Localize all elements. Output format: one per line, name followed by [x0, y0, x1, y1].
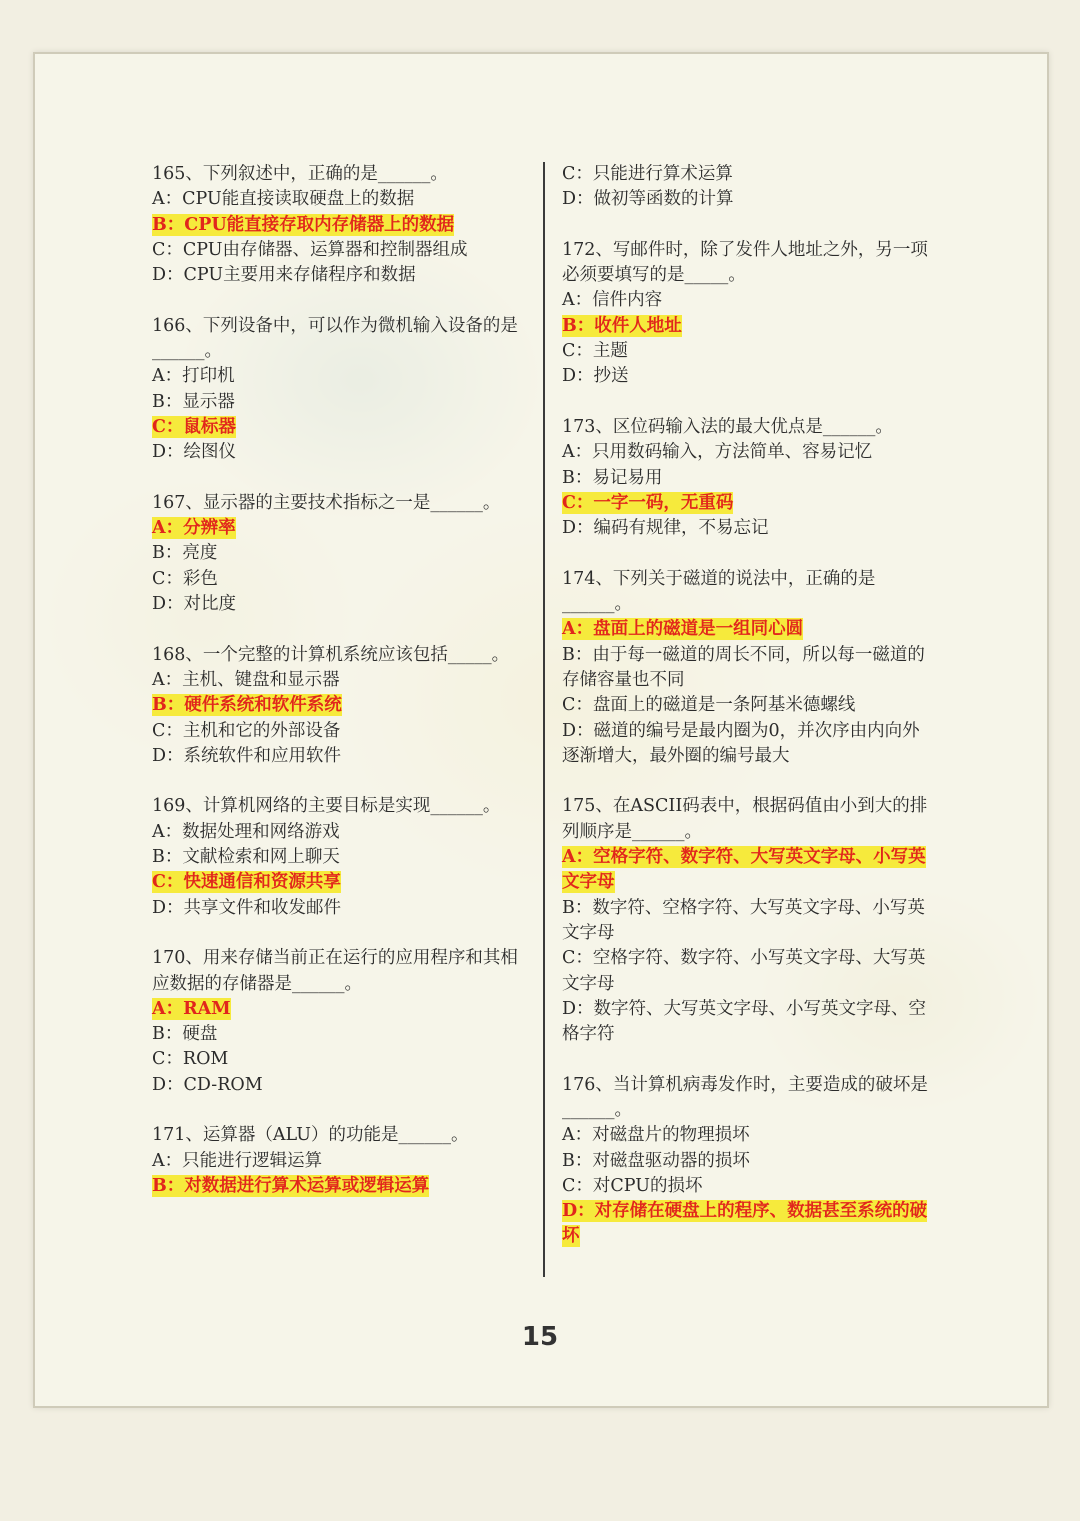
answer-option: C：空格字符、数字符、小写英文字母、大写英文字母 — [562, 948, 926, 994]
question-block — [562, 1073, 937, 1250]
answer-option: C：主题 — [562, 341, 628, 362]
answer-option: B：文献检索和网上聊天 — [152, 847, 340, 868]
answer-highlight: A：空格字符、数字符、大写英文字母、小写英文字母 — [562, 847, 926, 893]
answer-option: A：主机、键盘和显示器 — [152, 669, 340, 690]
column-divider — [543, 162, 545, 1277]
question-block — [152, 643, 522, 769]
answer-option: D：CPU主要用来存储程序和数据 — [152, 265, 416, 286]
answer-option: C：对CPU的损坏 — [562, 1175, 703, 1196]
answer-highlight: B：CPU能直接存取内存储器上的数据 — [152, 214, 455, 235]
answer-highlight: A：RAM — [152, 998, 231, 1019]
answer-option: A：数据处理和网络游戏 — [152, 821, 340, 842]
correct-answer-option — [562, 314, 937, 339]
answer-option: C：CPU由存储器、运算器和控制器组成 — [152, 239, 468, 260]
answer-option: D：磁道的编号是最内圈为0，并次序由内向外逐渐增大，最外圈的编号最大 — [562, 720, 920, 766]
correct-answer-option — [152, 1174, 522, 1199]
answer-highlight: C：鼠标器 — [152, 416, 236, 437]
answer-highlight: B：硬件系统和软件系统 — [152, 695, 342, 716]
answer-option: A：打印机 — [152, 366, 235, 387]
answer-option: D：CD-ROM — [152, 1074, 263, 1095]
answer-highlight: A：盘面上的磁道是一组同心圆 — [562, 619, 804, 640]
answer-highlight: B：对数据进行算术运算或逻辑运算 — [152, 1175, 430, 1196]
answer-option: B：亮度 — [152, 543, 218, 564]
question-text: 170、用来存储当前正在运行的应用程序和其相应数据的存储器是______。 — [152, 948, 518, 994]
answer-option: A：对磁盘片的物理损坏 — [562, 1125, 750, 1146]
answer-option: A：只用数码输入，方法简单、容易记忆 — [562, 442, 873, 463]
question-block — [152, 794, 522, 920]
left-column — [152, 162, 522, 1199]
right-column — [562, 162, 937, 1250]
answer-highlight: C：快速通信和资源共享 — [152, 872, 341, 893]
answer-option: D：抄送 — [562, 366, 629, 387]
answer-option: A：只能进行逻辑运算 — [152, 1150, 323, 1171]
correct-answer-option — [152, 997, 522, 1022]
question-text: 176、当计算机病毒发作时，主要造成的破坏是______。 — [562, 1074, 928, 1120]
answer-option: D：共享文件和收发邮件 — [152, 897, 342, 918]
answer-option: D：数字符、大写英文字母、小写英文字母、空格字符 — [562, 998, 927, 1045]
correct-answer-option — [152, 415, 522, 440]
correct-answer-option — [152, 213, 522, 238]
answer-option: B：对磁盘驱动器的损坏 — [562, 1150, 750, 1171]
question-text: 171、运算器（ALU）的功能是______。 — [152, 1125, 469, 1146]
answer-highlight: D：对存储在硬盘上的程序、数据甚至系统的破坏 — [562, 1201, 928, 1247]
answer-option: B：由于每一磁道的周长不同，所以每一磁道的存储容量也不同 — [562, 644, 925, 690]
question-text: 173、区位码输入法的最大优点是______。 — [562, 416, 893, 437]
answer-option: D：绘图仪 — [152, 442, 237, 463]
question-block — [152, 1123, 522, 1199]
answer-option: C：盘面上的磁道是一条阿基米德螺线 — [562, 695, 856, 716]
question-text: 175、在ASCII码表中，根据码值由小到大的排列顺序是______。 — [562, 796, 928, 842]
answer-option: B：显示器 — [152, 391, 235, 412]
answer-option: A：CPU能直接读取硬盘上的数据 — [152, 189, 415, 210]
answer-option: B：易记易用 — [562, 467, 663, 488]
answer-option: A：信件内容 — [562, 290, 663, 311]
answer-highlight: C：一字一码，无重码 — [562, 492, 734, 513]
question-block — [152, 946, 522, 1098]
answer-option: B：数字符、空格字符、大写英文字母、小写英文字母 — [562, 897, 925, 943]
answer-option: D：做初等函数的计算 — [562, 189, 734, 210]
question-text: 174、下列关于磁道的说法中，正确的是______。 — [562, 568, 876, 615]
question-block — [152, 162, 522, 288]
question-block — [562, 415, 937, 541]
page-number: 15 — [521, 1322, 559, 1352]
question-text: 172、写邮件时，除了发件人地址之外，另一项必须要填写的是_____。 — [562, 239, 928, 286]
correct-answer-option — [562, 617, 937, 642]
answer-option: C：ROM — [152, 1049, 229, 1070]
correct-answer-option — [152, 516, 522, 541]
correct-answer-option — [152, 693, 522, 718]
answer-option: B：硬盘 — [152, 1024, 218, 1045]
question-block — [562, 162, 937, 213]
question-text: 168、一个完整的计算机系统应该包括_____。 — [152, 644, 510, 665]
correct-answer-option — [562, 1199, 937, 1250]
question-text: 167、显示器的主要技术指标之一是______。 — [152, 492, 501, 513]
answer-option: D：对比度 — [152, 594, 237, 615]
answer-highlight: A：分辨率 — [152, 518, 236, 539]
correct-answer-option — [562, 845, 937, 896]
question-block — [152, 491, 522, 617]
answer-option: C：主机和它的外部设备 — [152, 720, 341, 741]
answer-option: D：编码有规律，不易忘记 — [562, 518, 769, 539]
question-text: 169、计算机网络的主要目标是实现______。 — [152, 796, 501, 817]
question-text: 165、下列叙述中，正确的是______。 — [152, 164, 448, 184]
question-block — [562, 794, 937, 1047]
question-text: 166、下列设备中，可以作为微机输入设备的是______。 — [152, 315, 518, 362]
answer-highlight: B：收件人地址 — [562, 315, 682, 336]
correct-answer-option — [152, 870, 522, 895]
answer-option: D：系统软件和应用软件 — [152, 745, 342, 766]
answer-option: C：只能进行算术运算 — [562, 164, 733, 184]
answer-option: C：彩色 — [152, 568, 218, 589]
question-block — [562, 567, 937, 769]
question-block — [152, 314, 522, 466]
question-block — [562, 238, 937, 390]
correct-answer-option — [562, 491, 937, 516]
